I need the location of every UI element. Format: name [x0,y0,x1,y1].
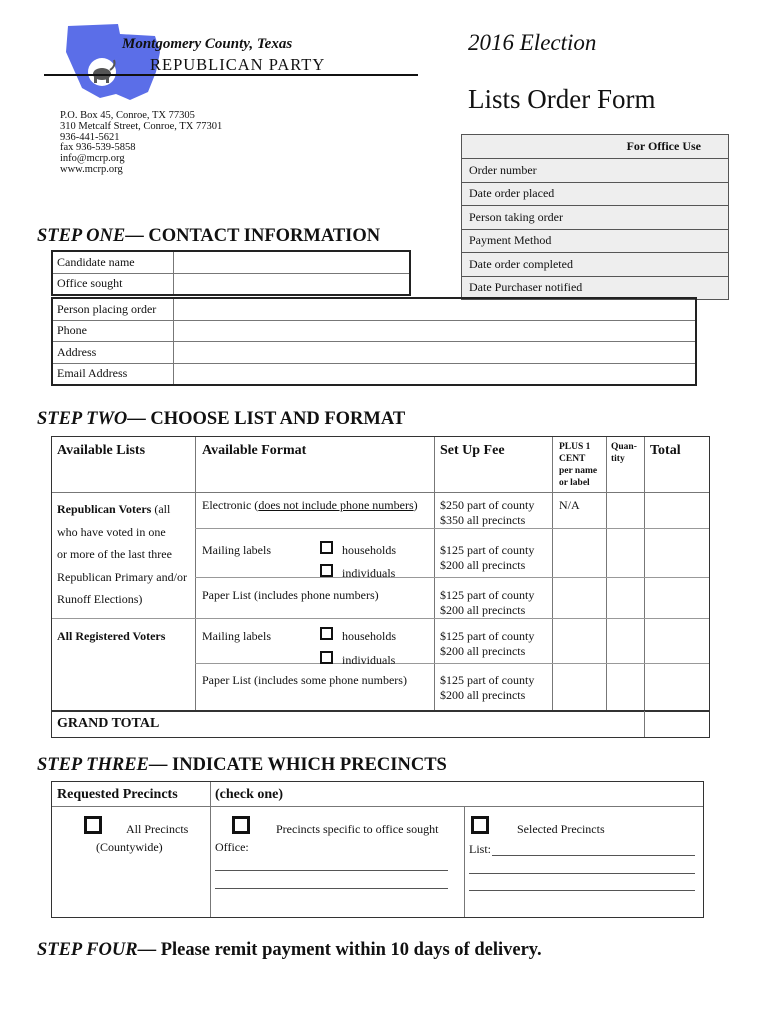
step-three-title: — INDICATE WHICH PRECINCTS [148,755,447,775]
county-name: Montgomery County, Texas [122,36,293,52]
address-block [60,111,222,176]
step-three-heading [37,755,447,776]
available-format-header: Available Format [202,443,307,458]
all-registered-voters-label: All Registered Voters [57,629,166,643]
individuals-label: individuals [342,566,396,580]
fee-line: $125 part of county [440,673,535,687]
phone-input[interactable] [174,320,697,342]
specific-precincts-checkbox[interactable] [232,816,250,839]
party-name: REPUBLICAN PARTY [150,55,326,74]
address-label: Address [52,342,174,364]
fee-line: $200 all precincts [440,558,526,572]
plus-header-line: PLUS 1 [559,442,591,452]
checkbox-icon[interactable] [471,816,489,834]
electronic-note: does not include phone numbers [258,498,414,512]
checkbox-icon[interactable] [320,627,333,640]
col-divider [434,437,435,711]
plus-header-line: per name [559,466,598,476]
election-year: 2016 Election [468,30,597,55]
selected-precincts-checkbox[interactable] [471,816,489,839]
mailing-labels-format: Mailing labels [202,543,271,557]
office-line[interactable] [215,870,448,871]
grand-total-row [51,710,710,738]
quantity-header [611,441,637,465]
office-line[interactable] [215,888,448,889]
office-use-table [461,134,729,300]
grand-total-label: GRAND TOTAL [57,716,160,731]
checkbox-icon[interactable] [320,564,333,577]
office-use-title: For Office Use [462,135,729,159]
phone-label: Phone [52,320,174,342]
fee-line: $200 all precincts [440,603,526,617]
checkbox-icon[interactable] [320,651,333,664]
step-four-title: — Please remit payment within 10 days of delivery. [137,940,542,960]
checkbox-icon[interactable] [84,816,102,834]
step-one-title: — CONTACT INFORMATION [125,226,381,246]
address-line: P.O. Box 45, Conroe, TX 77305 [60,110,195,121]
all-precincts-checkbox[interactable] [84,816,102,839]
rep-desc-line: Runoff Elections) [57,592,143,606]
households-option-2[interactable] [320,627,396,644]
households-option[interactable] [320,541,396,558]
precincts-table [51,781,704,918]
date-order-completed-field[interactable]: Date order completed [462,253,729,277]
logo-divider [44,74,418,76]
candidate-name-label: Candidate name [52,251,174,273]
quantity-header-line: Quan- [611,442,637,452]
grand-total-input[interactable] [645,711,709,737]
contact-table-bottom [51,297,697,386]
electronic-text: Electronic ( [202,498,259,512]
list-format-table [51,436,710,712]
fee-paper-2 [440,673,534,703]
na-value: N/A [559,498,580,512]
address-line: 310 Metcalf Street, Conroe, TX 77301 [60,120,223,132]
person-taking-order-field[interactable]: Person taking order [462,206,729,230]
person-placing-order-input[interactable] [174,298,697,320]
specific-precincts-label: Precincts specific to office sought [276,822,439,836]
list-line[interactable] [469,873,695,874]
fax-line: fax 936-539-5858 [60,142,136,154]
quantity-header-line: tity [611,454,625,464]
fee-line: $125 part of county [440,629,535,643]
checkbox-icon[interactable] [232,816,250,834]
fee-line: $350 all precincts [440,513,526,527]
electronic-format [202,498,418,513]
col-divider [606,437,607,711]
rep-desc-line: or more of the last three [57,547,172,561]
setup-fee-header: Set Up Fee [440,443,505,458]
check-one-header: (check one) [215,787,284,802]
order-number-field[interactable]: Order number [462,159,729,183]
individuals-label: individuals [342,653,396,667]
person-placing-order-label: Person placing order [52,298,174,320]
row-divider [195,577,709,578]
contact-table-top [51,250,411,296]
email-line: info@mcrp.org [60,153,125,165]
republican-voters-desc [57,498,193,611]
row-divider [195,528,709,529]
email-address-input[interactable] [174,363,697,385]
requested-precincts-header: Requested Precincts [57,787,178,802]
fee-line: $250 part of county [440,498,535,512]
office-sought-label: Office sought [52,273,174,295]
list-line[interactable] [492,855,695,856]
fee-line: $200 all precincts [440,688,526,702]
step-two-heading [37,409,405,430]
fee-mailing [440,543,534,573]
form-title: Lists Order Form [468,84,656,114]
step-one-prefix: STEP ONE [37,226,126,246]
mailing-labels-format-2: Mailing labels [202,629,271,643]
checkbox-icon[interactable] [320,541,333,554]
address-input[interactable] [174,342,697,364]
step-four-prefix: STEP FOUR [37,940,138,960]
step-two-prefix: STEP TWO [37,409,128,429]
households-label: households [342,543,396,557]
office-label: Office: [215,840,249,854]
row-divider [52,618,709,619]
col-divider [210,782,211,917]
step-one-heading [37,226,380,247]
households-label: households [342,629,396,643]
plus-one-cent-header [559,441,597,489]
col-divider [644,437,645,711]
electronic-close: ) [413,498,418,512]
countywide-label: (Countywide) [96,840,163,854]
col-divider [552,437,553,711]
phone-line: 936-441-5621 [60,131,120,143]
email-address-label: Email Address [52,363,174,385]
plus-header-line: CENT [559,454,586,464]
fee-electronic [440,498,534,528]
date-order-placed-field[interactable]: Date order placed [462,182,729,206]
header-divider [52,806,703,807]
individuals-option-2[interactable] [320,651,395,668]
office-sought-input[interactable] [174,273,411,295]
fee-line: $200 all precincts [440,644,526,658]
list-line[interactable] [469,890,695,891]
col-divider [195,437,196,711]
republican-voters-label: Republican Voters [57,502,152,516]
header-divider [52,492,709,493]
fee-line: $125 part of county [440,543,535,557]
payment-method-field[interactable]: Payment Method [462,229,729,253]
step-four-heading [37,940,542,961]
fee-mailing-2 [440,629,534,659]
fee-line: $125 part of county [440,588,535,602]
rep-desc-line: (all [154,502,171,516]
list-label: List: [469,842,492,856]
individuals-option[interactable] [320,564,395,581]
plus-header-line: or label [559,478,590,488]
row-divider [195,663,709,664]
col-divider [464,806,465,917]
date-purchaser-notified-field[interactable]: Date Purchaser notified [462,276,729,300]
step-three-prefix: STEP THREE [37,755,149,775]
website-line: www.mcrp.org [60,163,123,175]
rep-desc-line: who have voted in one [57,524,166,539]
rep-desc-line: Republican Primary and/or [57,569,187,584]
candidate-name-input[interactable] [174,251,411,273]
paper-list-format: Paper List (includes phone numbers) [202,588,379,602]
paper-list-some-format: Paper List (includes some phone numbers) [202,673,407,687]
fee-paper [440,588,534,618]
step-two-title: — CHOOSE LIST AND FORMAT [127,409,406,429]
all-precincts-label: All Precincts [126,822,189,836]
available-lists-header: Available Lists [57,443,146,458]
total-header: Total [650,443,681,458]
selected-precincts-label: Selected Precincts [517,822,605,836]
